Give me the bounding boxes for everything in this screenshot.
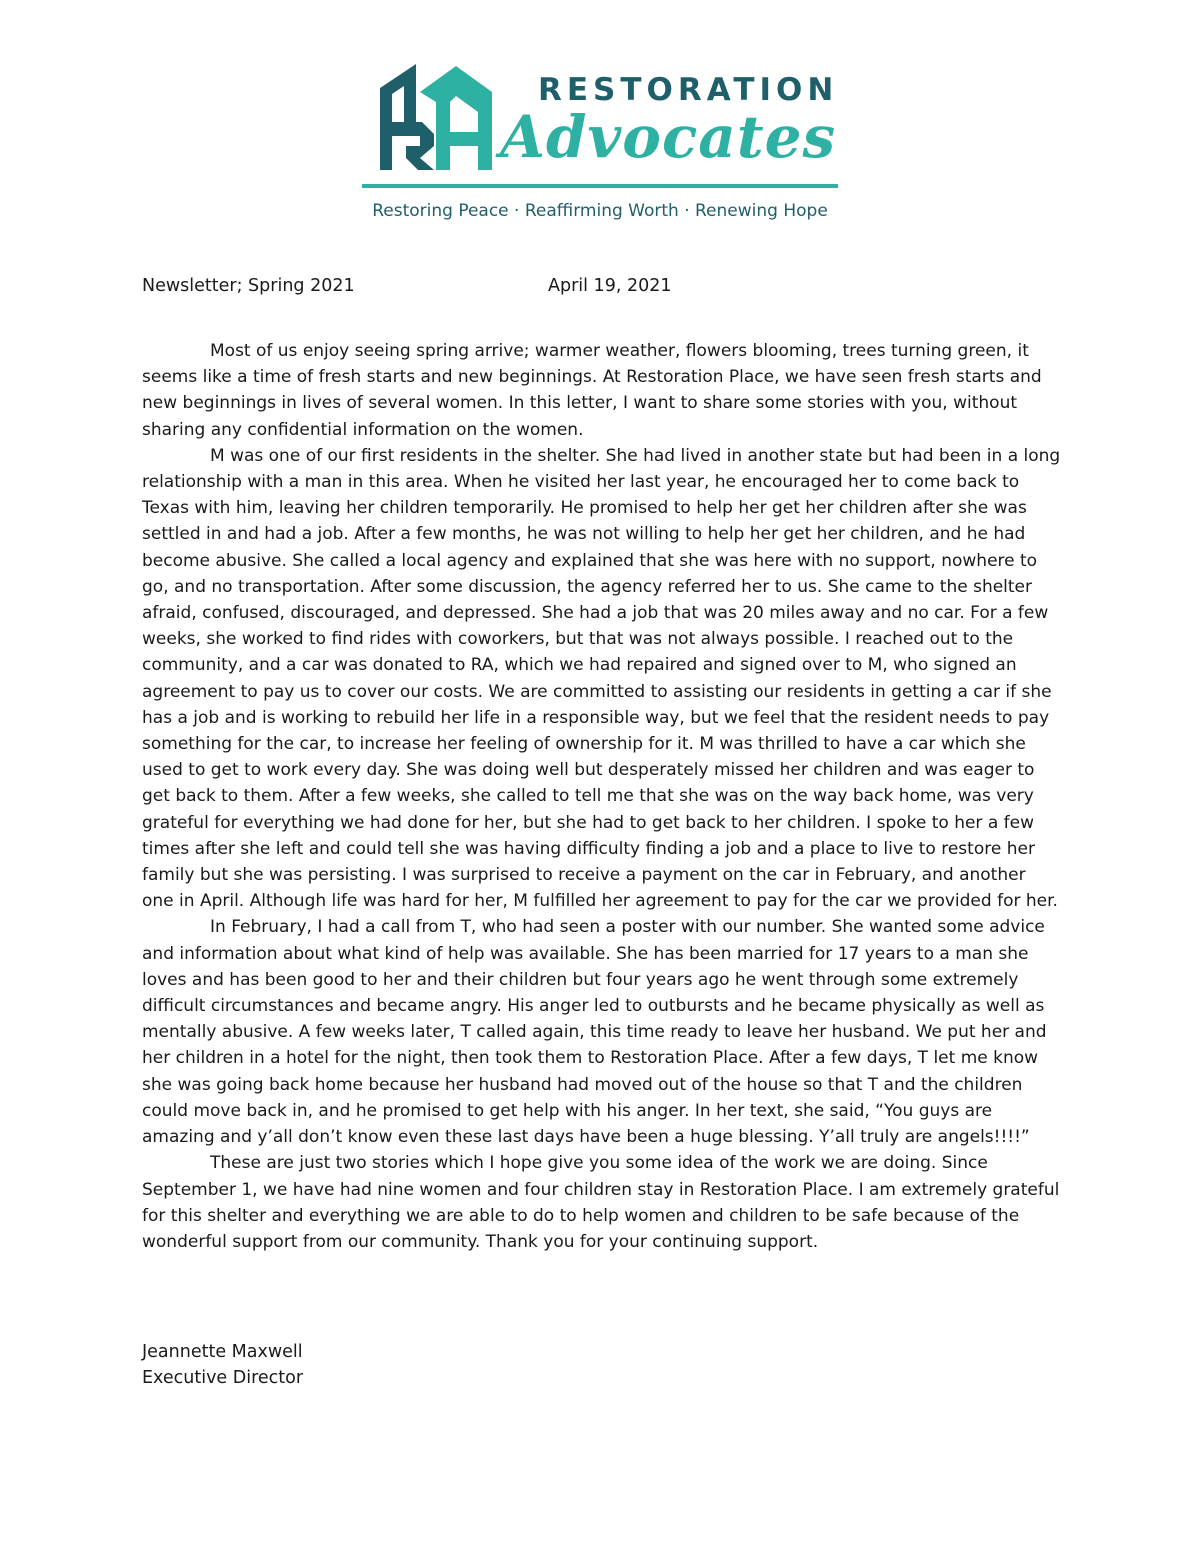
paragraph-closing: These are just two stories which I hope give you some idea of the work we are doing. Since September 1, we have had nine women and four children stay in Restoration Place. I am extremely grateful for this shelter and everything we are able to do to help women and children to be safe because of the wonderful support from our community. Thank you for your continuing support.	[142, 1153, 1060, 1252]
paragraph-story-t: In February, I had a call from T, who had seen a poster with our number. She wanted some advice and information about what kind of help was available. She has been married for 17 years to a man she loves and has been good to her and their children but four years ago he went through some extremely difficult circumstances and became angry. His anger led to outbursts and he became physically as well as mentally abusive. A few weeks later, T called again, this time ready to leave her husband. We put her and her children in a hotel for the night, then took them to Restoration Place. After a few days, T let me know she was going back home because her husband had moved out of the house so that T and the children could move back in, and he promised to get help with his anger. In her text, she said, “You guys are amazing and y’all don’t know even these last days have been a huge blessing. Y’all truly are angels!!!!”	[142, 917, 1047, 1148]
brand-name-restoration: RESTORATION	[538, 72, 839, 108]
paragraph-story-m: M was one of our first residents in the shelter. She had lived in another state but had been in a long relationship with a man in this area. When he visited her last year, he encouraged her to come back to Texas with him, leaving her children temporarily. He promised to help her get her children after she was settled in and had a job. After a few months, he was not willing to help her get her children, and he had become abusive. She called a local agency and explained that she was here with no support, nowhere to go, and no transportation. After some discussion, the agency referred her to us. She came to the shelter afraid, confused, discouraged, and depressed. She had a job that was 20 miles away and no car. For a few weeks, she worked to find rides with coworkers, but that was not always possible. I reached out to the community, and a car was donated to RA, which we had repaired and signed over to M, who signed an agreement to pay us to cover our costs. We are committed to assisting our residents in getting a car if she has a job and is working to rebuild her life in a responsible way, but we feel that the resident needs to pay something for the car, to increase her feeling of ownership for it. M was thrilled to have a car which she used to get to work every day. She was doing well but desperately missed her children and was eager to get back to them. After a few weeks, she called to tell me that she was on the way back home, was very grateful for everything we had done for her, but she had to get back to her children. I spoke to her a few times after she left and could tell she was having difficulty finding a job and a place to live to restore her family but she was persisting. I was surprised to receive a payment on the car in February, and another one in April. Although life was hard for her, M fulfilled her agreement to pay for the car we provided for her.	[142, 445, 1061, 912]
signature-name: Jeannette Maxwell	[142, 1342, 303, 1362]
brand-name-advocates: Advocates	[500, 103, 837, 171]
tagline: Restoring Peace · Reaffirming Worth · Renewing Hope	[372, 201, 828, 221]
letter-body	[142, 338, 1062, 1255]
paragraph-intro: Most of us enjoy seeing spring arrive; warmer weather, flowers blooming, trees turning green, it seems like a time of fresh starts and new beginnings. At Restoration Place, we have seen fresh starts and new beginnings in lives of several women. In this letter, I want to share some stories with you, without sharing any confidential information on the women.	[142, 341, 1042, 440]
ra-house-logo-icon	[376, 62, 494, 172]
brand-divider	[362, 184, 838, 188]
newsletter-issue: Newsletter; Spring 2021	[142, 276, 355, 296]
signature-title: Executive Director	[142, 1368, 304, 1388]
signature-block	[142, 1339, 303, 1391]
letter-date: April 19, 2021	[548, 276, 672, 296]
